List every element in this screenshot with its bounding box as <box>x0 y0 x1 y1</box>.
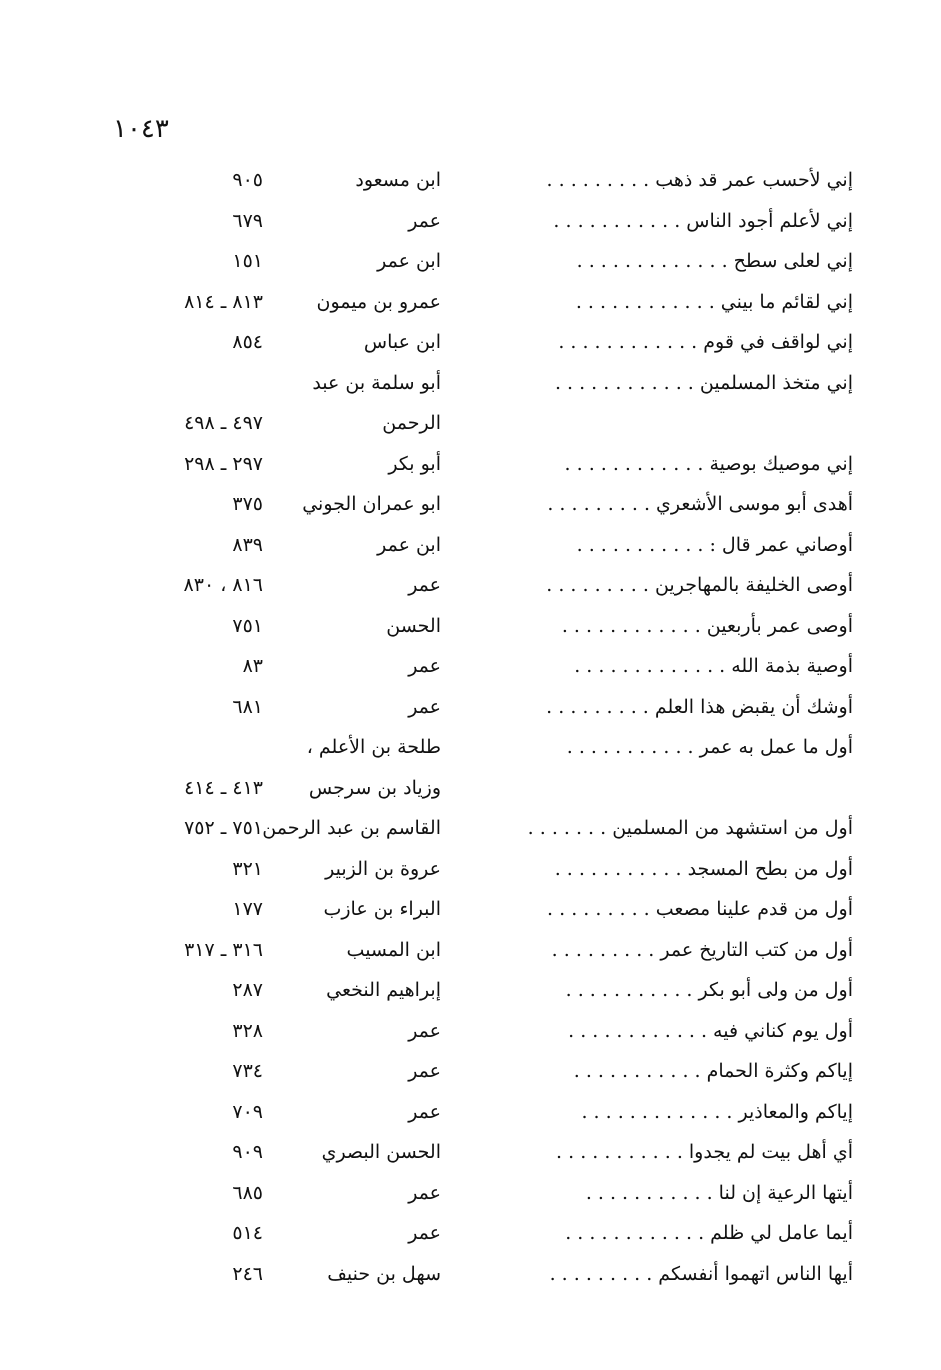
index-entry-row <box>0 363 941 404</box>
narrator-name: الحسن البصري <box>321 1141 441 1163</box>
page-reference: ٢٩٧ ـ ٢٩٨ <box>184 452 263 475</box>
narrator-name: عمر <box>408 1100 441 1123</box>
hadith-phrase: إني لعلى سطح . . . . . . . . . . . . . <box>576 250 853 272</box>
narrator-name: سهل بن حنيف <box>327 1262 441 1285</box>
hadith-phrase: أول يوم كناني فيه . . . . . . . . . . . . <box>568 1019 853 1042</box>
index-entry-row <box>0 1173 941 1214</box>
index-entry-row <box>0 160 941 201</box>
narrator-name: عمر <box>408 1060 441 1082</box>
page-reference: ٣٢١ <box>232 857 263 880</box>
narrator-name: إبراهيم النخعي <box>326 979 441 1001</box>
narrator-name: وزياد بن سرجس <box>308 776 441 799</box>
page-reference: ٧٠٩ <box>232 1100 263 1123</box>
narrator-name: ابن عمر <box>377 533 441 556</box>
hadith-phrase: أول من استشهد من المسلمين . . . . . . . <box>527 817 853 839</box>
hadith-phrase: إني متخذ المسلمين . . . . . . . . . . . . <box>554 371 853 394</box>
index-entry-row <box>0 201 941 242</box>
narrator-name: ابن عمر <box>377 250 441 272</box>
narrator-name: عمر <box>408 1019 441 1042</box>
page-reference: ٤٩٧ ـ ٤٩٨ <box>184 412 263 434</box>
narrator-name: الحسن <box>386 614 441 637</box>
page-reference: ١٥١ <box>232 250 263 272</box>
hadith-phrase: أول ما عمل به عمر . . . . . . . . . . . <box>566 736 853 758</box>
page-reference: ٨٥٤ <box>232 331 263 353</box>
page-reference: ٣٢٨ <box>232 1019 263 1042</box>
hadith-phrase: أول من قدم علينا مصعب . . . . . . . . . <box>547 898 853 920</box>
narrator-name: أبو بكر <box>388 452 441 475</box>
narrator-name: البراء بن عازب <box>323 898 441 920</box>
hadith-phrase: إياكم وكثرة الحمام . . . . . . . . . . . <box>573 1060 853 1082</box>
index-entry-row <box>0 889 941 930</box>
hadith-phrase: إني لأعلم أجود الناس . . . . . . . . . . . <box>553 209 853 232</box>
index-entry-row <box>0 970 941 1011</box>
page-reference: ٦٧٩ <box>232 209 263 232</box>
hadith-phrase: أوصاني عمر قال : . . . . . . . . . . . <box>576 533 853 556</box>
narrator-name: عمر <box>408 1222 441 1244</box>
page-reference: ٥١٤ <box>232 1222 263 1244</box>
index-entry-row <box>0 322 941 363</box>
narrator-name: عمرو بن ميمون <box>316 290 441 313</box>
page-reference: ٩٠٩ <box>232 1141 263 1163</box>
narrator-name: عمر <box>408 209 441 232</box>
index-entry-row <box>0 1092 941 1133</box>
page-reference: ٨٣٩ <box>232 533 263 556</box>
index-entry-row <box>0 565 941 606</box>
hadith-phrase: إني لقائم ما بيني . . . . . . . . . . . . <box>575 290 853 313</box>
hadith-phrase: أهدى أبو موسى الأشعري . . . . . . . . . <box>547 493 853 515</box>
hadith-phrase: أوصية بذمة الله . . . . . . . . . . . . . <box>574 655 853 677</box>
index-entry-row <box>0 727 941 768</box>
narrator-name: الرحمن <box>382 412 441 434</box>
narrator-name: ابن عباس <box>363 331 441 353</box>
page-reference: ٧٣٤ <box>232 1060 263 1082</box>
narrator-name: أبو سلمة بن عبد <box>312 371 441 394</box>
page-reference: ١٧٧ <box>232 898 263 920</box>
index-entry-row <box>0 282 941 323</box>
hadith-phrase: إياكم والمعاذير . . . . . . . . . . . . . <box>581 1100 853 1123</box>
page-reference: ٦٨٥ <box>232 1181 263 1204</box>
page-reference: ٨٣ <box>242 655 263 677</box>
page-reference: ٧٥١ ـ ٧٥٢ <box>184 817 263 839</box>
narrator-name: ابو عمران الجوني <box>302 493 441 515</box>
narrator-name: عمر <box>408 574 441 596</box>
index-entry-row <box>0 1011 941 1052</box>
narrator-name: ابن مسعود <box>355 169 441 191</box>
page-reference: ٩٠٥ <box>232 169 263 191</box>
hadith-phrase: أوشك أن يقبض هذا العلم . . . . . . . . . <box>546 695 853 718</box>
index-entry-row <box>0 646 941 687</box>
narrator-name: عمر <box>408 695 441 718</box>
page-reference: ٤١٣ ـ ٤١٤ <box>184 776 263 799</box>
page-reference: ٢٤٦ <box>232 1262 263 1285</box>
hadith-phrase: أي أهل بيت لم يجدوا . . . . . . . . . . . <box>556 1141 853 1163</box>
hadith-phrase: إني لأحسب عمر قد ذهب . . . . . . . . . <box>546 169 853 191</box>
narrator-name: القاسم بن عبد الرحمن <box>262 817 441 839</box>
narrator-name: عروة بن الزبير <box>325 857 441 880</box>
index-entry-row <box>0 1213 941 1254</box>
index-entry-row <box>0 484 941 525</box>
index-entry-row <box>0 241 941 282</box>
index-entry-row <box>0 930 941 971</box>
narrator-name: عمر <box>408 1181 441 1204</box>
index-entry-row <box>0 1132 941 1173</box>
hadith-phrase: إني موصيك بوصية . . . . . . . . . . . . <box>564 452 853 475</box>
narrator-name: عمر <box>408 655 441 677</box>
index-entry-row <box>0 1051 941 1092</box>
narrator-name: ابن المسيب <box>346 938 441 961</box>
hadith-phrase: أوصى عمر بأربعين . . . . . . . . . . . . <box>561 614 853 637</box>
page-reference: ٣٧٥ <box>232 493 263 515</box>
hadith-phrase: أيها الناس اتهموا أنفسكم . . . . . . . . . <box>549 1262 853 1285</box>
narrator-name: طلحة بن الأعلم ، <box>306 736 441 758</box>
index-entry-row <box>0 849 941 890</box>
page-number: ١٠٤٣ <box>113 114 169 144</box>
index-entry-row <box>0 768 941 809</box>
index-entry-row <box>0 403 941 444</box>
page-reference: ٨١٦ ، ٨٣٠ <box>183 574 263 596</box>
page-reference: ٦٨١ <box>232 695 263 718</box>
index-entry-row <box>0 525 941 566</box>
hadith-phrase: أيتها الرعية إن لنا . . . . . . . . . . . <box>585 1181 853 1204</box>
page-reference: ٢٨٧ <box>232 979 263 1001</box>
page-reference: ٣١٦ ـ ٣١٧ <box>184 938 263 961</box>
index-entry-row <box>0 444 941 485</box>
hadith-phrase: أول من بطح المسجد . . . . . . . . . . . <box>554 857 853 880</box>
hadith-phrase: إني لواقف في قوم . . . . . . . . . . . . <box>558 331 853 353</box>
index-entry-row <box>0 808 941 849</box>
index-entry-row <box>0 606 941 647</box>
page-reference: ٨١٣ ـ ٨١٤ <box>184 290 263 313</box>
hadith-phrase: أول من ولى أبو بكر . . . . . . . . . . . <box>565 979 853 1001</box>
index-entry-row <box>0 687 941 728</box>
hadith-phrase: أيما عامل لي ظلم . . . . . . . . . . . . <box>565 1222 853 1244</box>
index-list <box>0 160 941 1294</box>
hadith-phrase: أول من كتب التاريخ عمر . . . . . . . . . <box>551 938 853 961</box>
index-entry-row <box>0 1254 941 1295</box>
hadith-phrase: أوصى الخليفة بالمهاجرين . . . . . . . . . <box>546 574 853 596</box>
page-reference: ٧٥١ <box>232 614 263 637</box>
